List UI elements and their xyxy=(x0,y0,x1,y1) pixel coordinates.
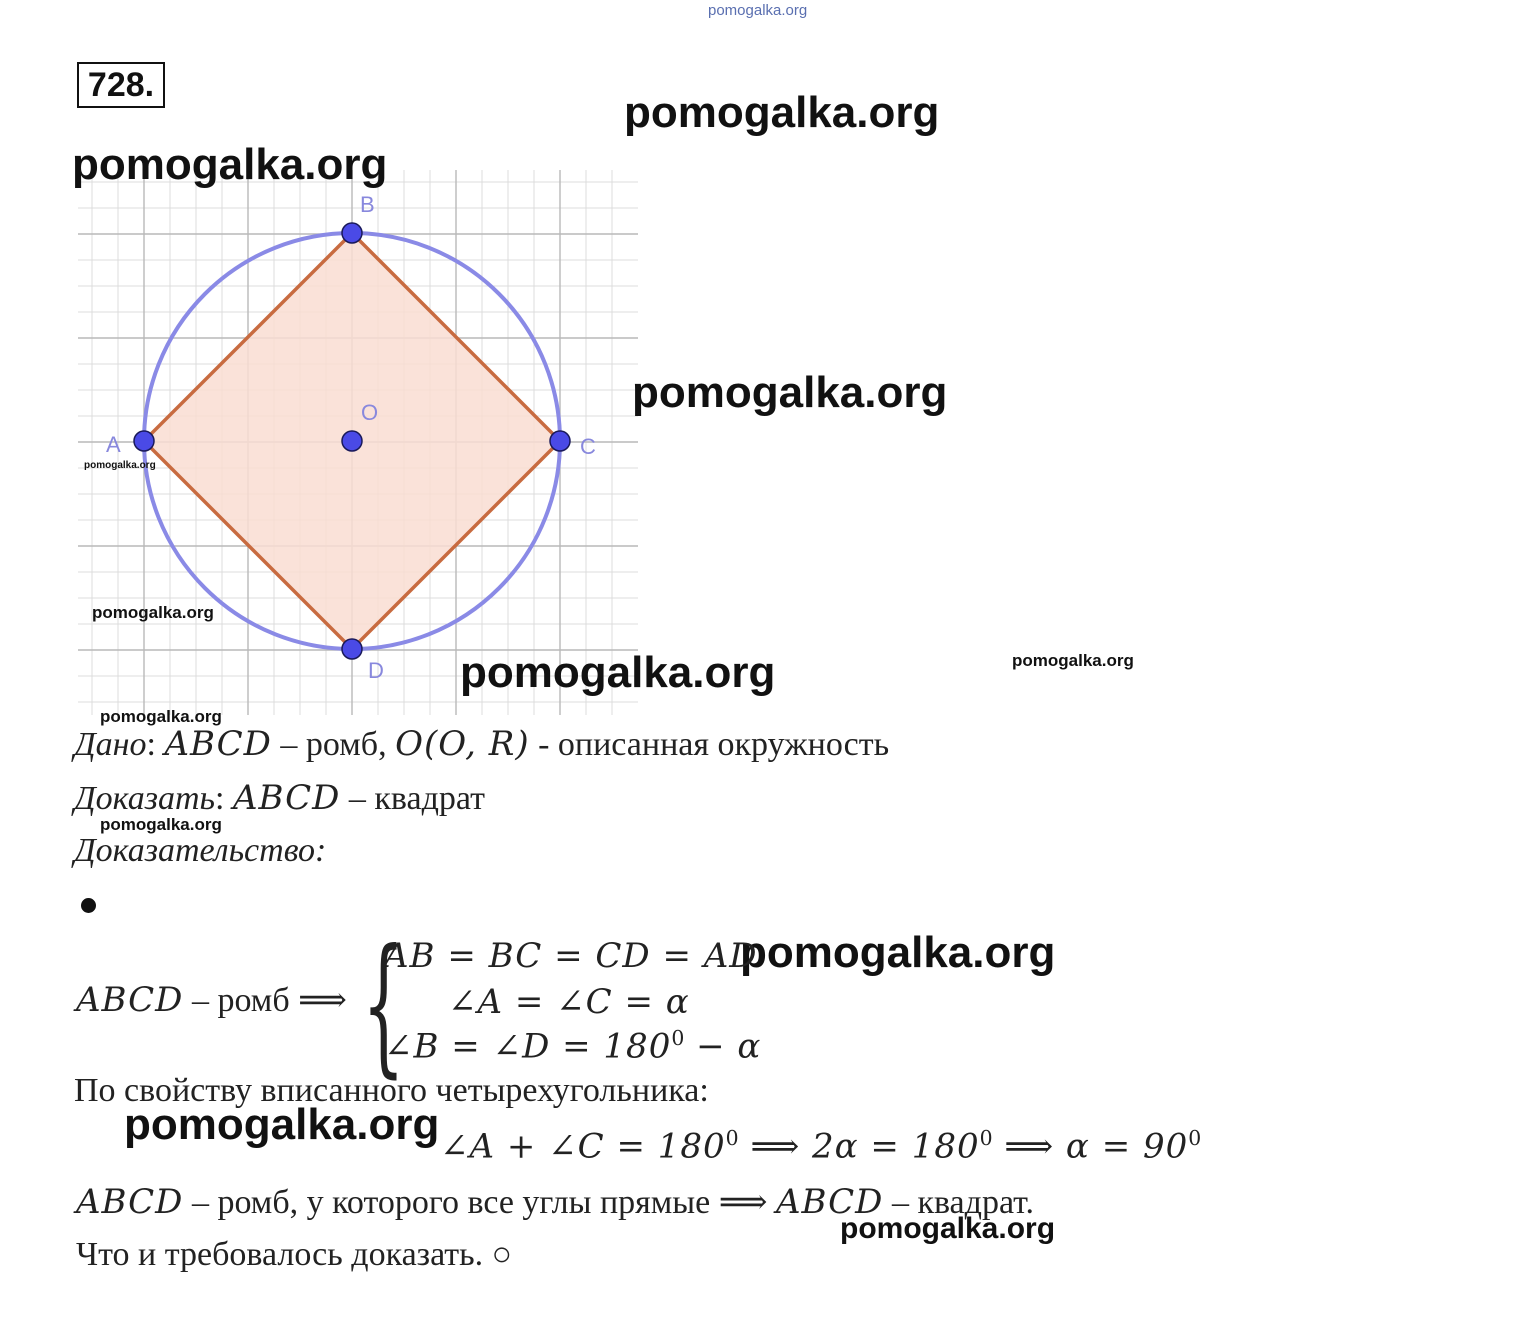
step1-left: ABCD – ромб ⟹ xyxy=(76,980,347,1020)
watermark: pomogalka.org xyxy=(72,140,388,189)
watermark: pomogalka.org xyxy=(84,460,156,471)
step3-line: ABCD – ромб, у которого все углы прямые ⟹ ABCD – квадрат. xyxy=(76,1182,1034,1222)
given-circle: O(O, R) xyxy=(395,724,530,764)
watermark: pomogalka.org xyxy=(740,928,1056,977)
point-b xyxy=(342,223,362,243)
geometry-figure xyxy=(78,170,638,715)
label-c: C xyxy=(580,434,596,459)
problem-number: 728. xyxy=(77,62,165,108)
conclusion: Что и требовалось доказать. ○ xyxy=(76,1236,513,1273)
step2-text: По свойству вписанного четырехугольника: xyxy=(74,1072,709,1109)
prove-label: Доказать xyxy=(74,780,215,817)
label-d: D xyxy=(368,658,384,683)
header-watermark: pomogalka.org xyxy=(708,2,808,19)
watermark: pomogalka.org xyxy=(460,648,776,697)
point-a xyxy=(134,431,154,451)
system-eq1: AB = BC = CD = AD xyxy=(384,936,758,976)
watermark: pomogalka.org xyxy=(124,1100,440,1149)
watermark: pomogalka.org xyxy=(100,815,222,834)
watermark: pomogalka.org xyxy=(92,603,214,622)
watermark: pomogalka.org xyxy=(632,368,948,417)
watermark: pomogalka.org xyxy=(840,1212,1056,1245)
point-d xyxy=(342,639,362,659)
label-o: O xyxy=(361,400,379,425)
point-o xyxy=(342,431,362,451)
prove-line: Доказать: ABCD – квадрат xyxy=(74,778,485,818)
proof-label: Доказательство: xyxy=(74,832,327,869)
step2-math: ∠A + ∠C = $180^0$ ⟹ $2\alpha = 180^0$ ⟹ $\alpha = 90^0$ xyxy=(440,1126,1202,1167)
watermark: pomogalka.org xyxy=(1012,651,1134,670)
system-brace: { xyxy=(362,918,405,1092)
given-line: Дано: ABCD – ромб, O(O, R) - описанная окружность xyxy=(74,724,890,764)
point-c xyxy=(550,431,570,451)
system-eq2: ∠A = ∠C = α xyxy=(448,982,690,1022)
watermark: pomogalka.org xyxy=(624,88,940,137)
system-eq3: ∠B = ∠D = $180^0 - \alpha$ xyxy=(384,1026,762,1067)
watermark: pomogalka.org xyxy=(100,707,222,726)
label-b: B xyxy=(360,192,375,217)
given-label: Дано xyxy=(74,726,147,763)
given-figure: ABCD xyxy=(164,724,272,764)
label-a: A xyxy=(106,432,121,457)
prove-figure: ABCD xyxy=(232,778,341,818)
bullet xyxy=(81,898,96,913)
